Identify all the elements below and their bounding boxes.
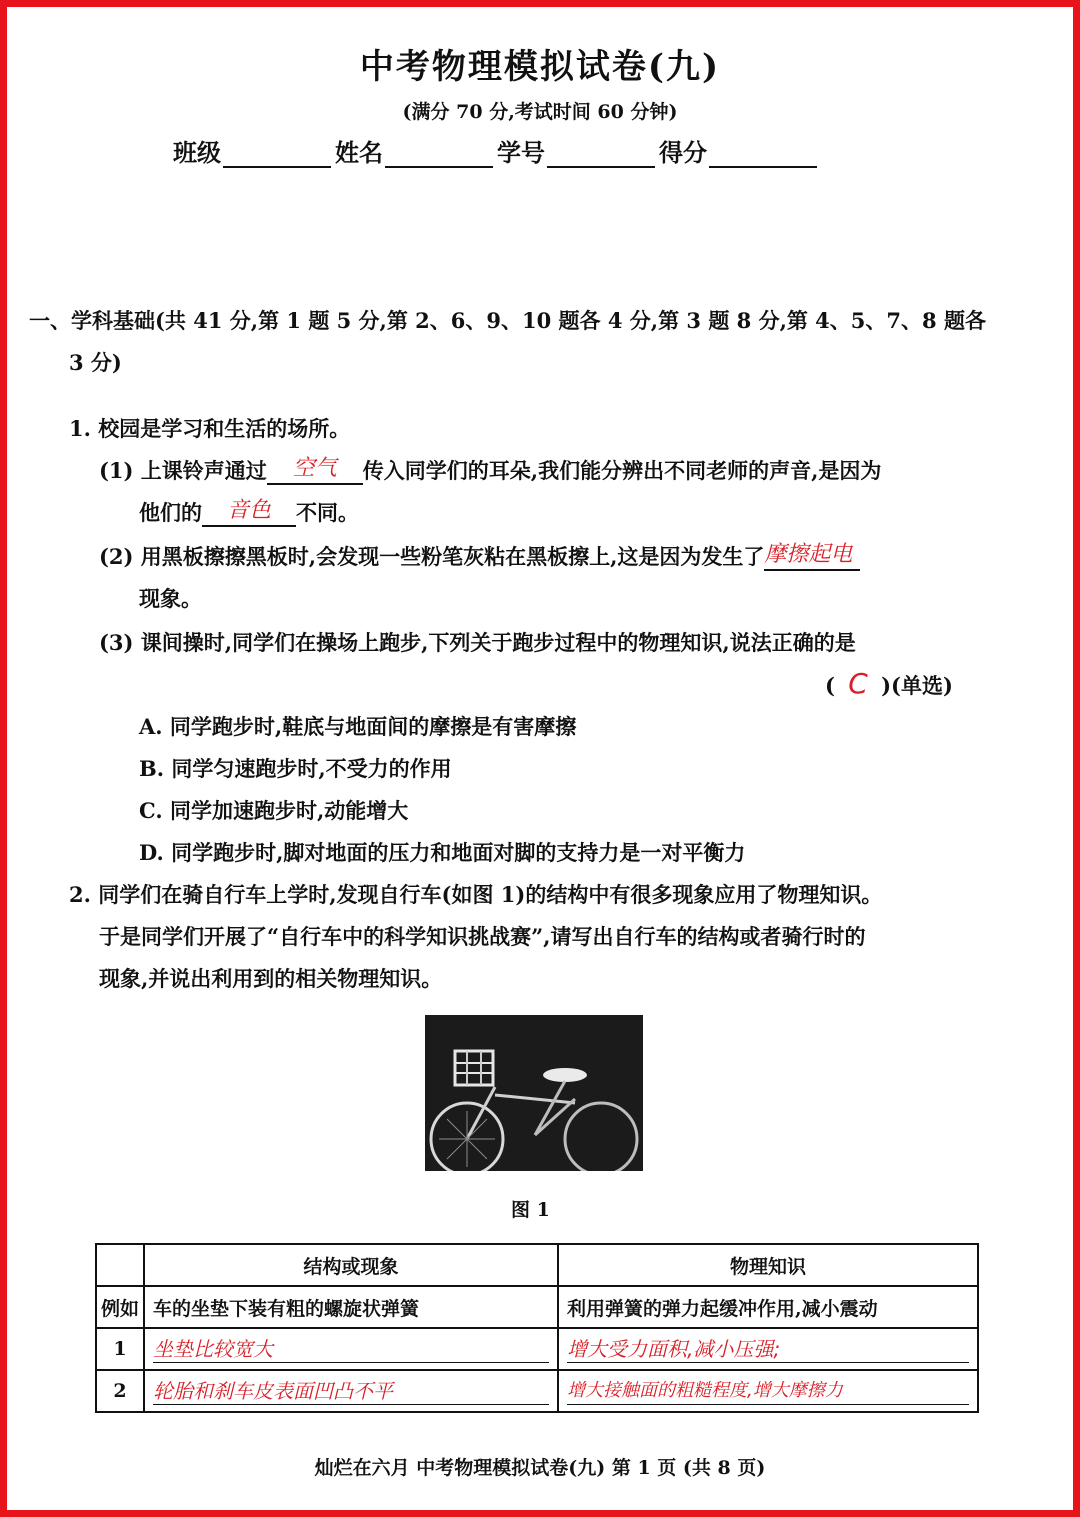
section-heading-cont: 3 分) (69, 350, 122, 375)
row-id: 2 (96, 1370, 144, 1412)
example-knowledge: 利用弹簧的弹力起缓冲作用,减小震动 (558, 1286, 978, 1328)
q1p2-text-b: 现象。 (139, 586, 202, 611)
student-id-label: 学号 (497, 138, 545, 167)
table-row (96, 1370, 978, 1412)
table-header-index (96, 1244, 144, 1286)
row-id: 例如 (96, 1286, 144, 1328)
name-label: 姓名 (335, 138, 383, 167)
score-field[interactable] (709, 136, 817, 168)
q1p1-answer-2[interactable]: 音色 (202, 497, 296, 527)
answer-structure-1-text: 坐垫比较宽大 (153, 1336, 549, 1363)
q1p2-answer[interactable]: 摩擦起电 (764, 541, 860, 571)
student-id-field[interactable] (547, 136, 655, 168)
bicycle-photo (425, 1015, 643, 1171)
name-field[interactable] (385, 136, 493, 168)
example-structure: 车的坐垫下装有粗的螺旋状弹簧 (144, 1286, 558, 1328)
question-2-line-1: 2. 同学们在骑自行车上学时,发现自行车(如图 1)的结构中有很多现象应用了物理知识。 (69, 882, 883, 907)
answer-knowledge-2[interactable] (558, 1370, 978, 1412)
q1p1-text-d: 不同。 (296, 500, 359, 525)
q1p1-text-b: 传入同学们的耳朵,我们能分辨出不同老师的声音,是因为 (362, 458, 882, 483)
option-a: A. 同学跑步时,鞋底与地面间的摩擦是有害摩擦 (139, 714, 577, 739)
question-1-part-2-line-1 (99, 541, 860, 571)
class-field[interactable] (223, 136, 331, 168)
score-label: 得分 (659, 138, 707, 167)
student-info-row (173, 133, 821, 168)
option-c: C. 同学加速跑步时,动能增大 (139, 798, 409, 823)
question-1-part-1-line-2 (139, 497, 359, 527)
table-header-knowledge: 物理知识 (558, 1244, 978, 1286)
q1p3-answer-bracket (825, 667, 953, 700)
answer-knowledge-1-text: 增大受力面积,减小压强; (567, 1336, 969, 1363)
table-header-row (96, 1244, 978, 1286)
table-header-structure: 结构或现象 (144, 1244, 558, 1286)
q1p3-open-paren: ( (825, 673, 835, 698)
class-label: 班级 (173, 138, 221, 167)
answer-knowledge-2-text: 增大接触面的粗糙程度,增大摩擦力 (567, 1378, 969, 1405)
answer-knowledge-1[interactable] (558, 1328, 978, 1370)
question-2-line-2: 于是同学们开展了“自行车中的科学知识挑战赛”,请写出自行车的结构或者骑行时的 (99, 924, 866, 949)
row-id: 1 (96, 1328, 144, 1370)
answer-structure-2[interactable] (144, 1370, 558, 1412)
question-2-line-3: 现象,并说出利用到的相关物理知识。 (99, 966, 443, 991)
q1p1-text-c: 他们的 (139, 500, 202, 525)
question-1-stem: 1. 校园是学习和生活的场所。 (69, 416, 351, 441)
bicycle-icon (425, 1015, 643, 1171)
answer-structure-1[interactable] (144, 1328, 558, 1370)
section-heading: 一、学科基础(共 41 分,第 1 题 5 分,第 2、6、9、10 题各 4 分,第 3 题 8 分,第 4、5、7、8 题各 (29, 308, 986, 333)
question-1-part-3-stem: (3) 课间操时,同学们在操场上跑步,下列关于跑步过程中的物理知识,说法正确的是 (99, 630, 856, 655)
answer-table (95, 1243, 979, 1413)
q1p3-answer[interactable]: C (848, 667, 868, 700)
q1p1-answer-1[interactable]: 空气 (267, 455, 363, 485)
table-row (96, 1328, 978, 1370)
table-row (96, 1286, 978, 1328)
page-title: 中考物理模拟试卷(九) (359, 47, 721, 87)
q1p3-close-paren: )(单选) (881, 673, 953, 698)
option-d: D. 同学跑步时,脚对地面的压力和地面对脚的支持力是一对平衡力 (139, 840, 746, 865)
exam-subtitle: (满分 70 分,考试时间 60 分钟) (402, 101, 678, 123)
option-b: B. 同学匀速跑步时,不受力的作用 (139, 756, 452, 781)
question-1-part-1-line-1 (99, 455, 881, 485)
q1p1-text-a: (1) 上课铃声通过 (99, 458, 267, 483)
figure-caption: 图 1 (511, 1199, 550, 1221)
page-footer: 灿烂在六月 中考物理模拟试卷(九) 第 1 页 (共 8 页) (314, 1457, 766, 1479)
answer-structure-2-text: 轮胎和刹车皮表面凹凸不平 (153, 1378, 549, 1405)
q1p2-text-a: (2) 用黑板擦擦黑板时,会发现一些粉笔灰粘在黑板擦上,这是因为发生了 (99, 544, 765, 569)
